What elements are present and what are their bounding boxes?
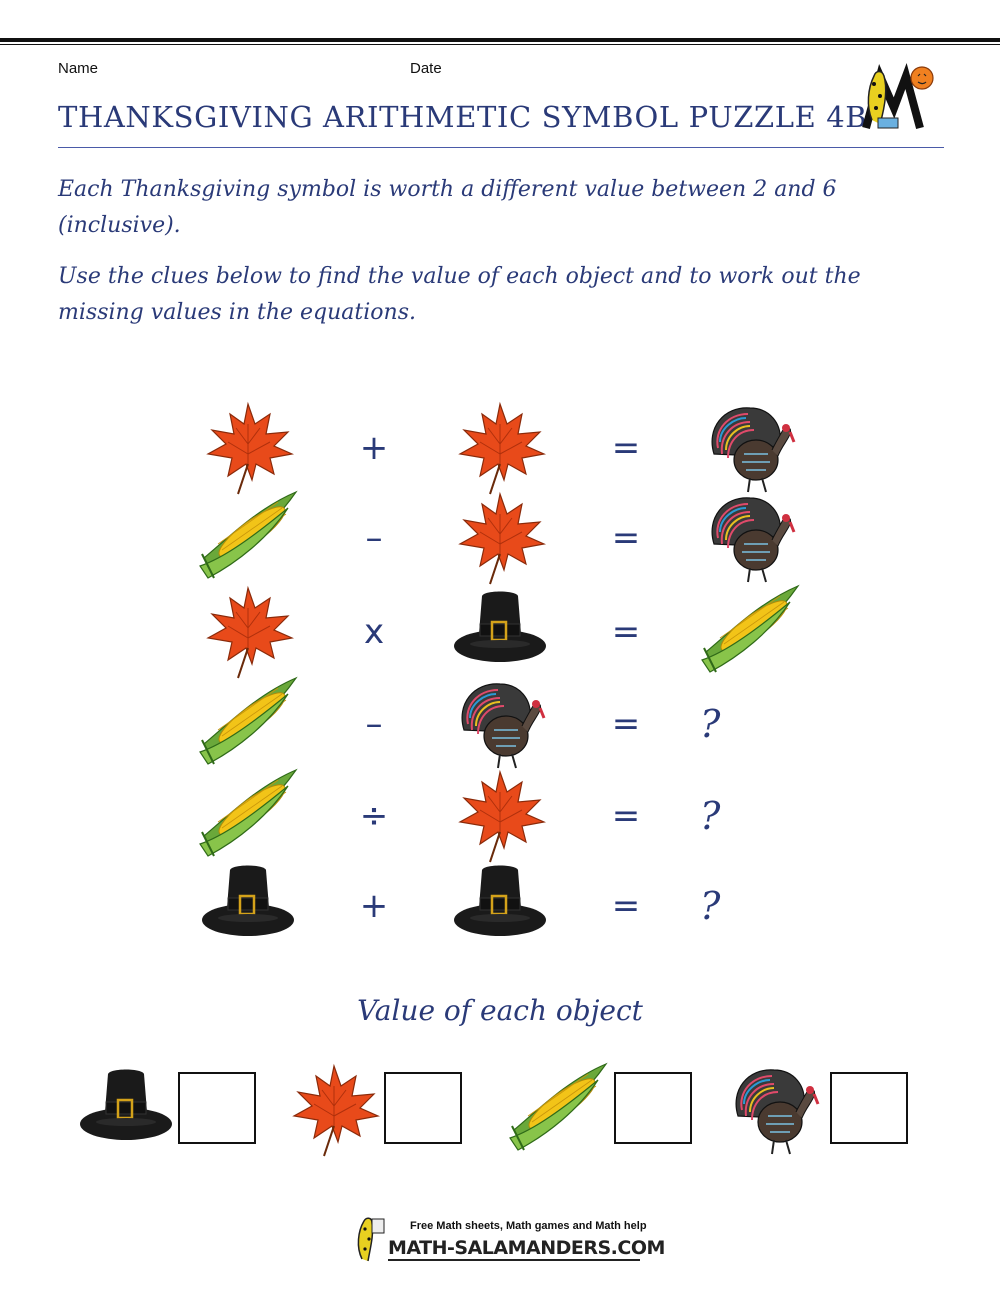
- leaf-icon: [450, 766, 550, 866]
- top-rule: [0, 38, 1000, 42]
- instruction-task: Use the clues below to find the value of each object and to work out the missing values in the equations.: [58, 264, 861, 325]
- equals-sign: =: [611, 612, 641, 652]
- pilgrim-hat-icon: [76, 1060, 176, 1160]
- leaf-icon: [198, 398, 298, 498]
- operator: x: [363, 612, 385, 652]
- corn-icon: [198, 766, 298, 866]
- corn-icon: [700, 582, 800, 682]
- title-divider: [58, 147, 944, 148]
- values-section-title: Value of each object: [357, 994, 643, 1027]
- equals-sign: =: [611, 704, 641, 744]
- equals-sign: =: [611, 428, 641, 468]
- operator: +: [359, 428, 389, 468]
- pilgrim-hat-icon: [198, 856, 298, 956]
- corn-icon: [198, 674, 298, 774]
- page-title: THANKSGIVING ARITHMETIC SYMBOL PUZZLE 4B: [58, 100, 868, 134]
- value-answer-box[interactable]: [830, 1072, 908, 1144]
- footer-salamander-icon: [352, 1215, 386, 1263]
- footer-site: MATH-SALAMANDERS.COM: [388, 1237, 665, 1259]
- operator: –: [365, 704, 383, 744]
- footer-tagline: Free Math sheets, Math games and Math help: [410, 1220, 647, 1232]
- equals-sign: =: [611, 886, 641, 926]
- turkey-icon: [450, 674, 550, 774]
- equals-sign: =: [611, 518, 641, 558]
- date-label: Date: [410, 60, 442, 77]
- footer-underline: [388, 1259, 640, 1261]
- equals-sign: =: [611, 796, 641, 836]
- name-label: Name: [58, 60, 99, 77]
- leaf-icon: [450, 488, 550, 588]
- turkey-icon: [724, 1060, 824, 1160]
- value-answer-box[interactable]: [614, 1072, 692, 1144]
- missing-value: ?: [700, 884, 721, 928]
- value-answer-box[interactable]: [384, 1072, 462, 1144]
- operator: +: [359, 886, 389, 926]
- leaf-icon: [198, 582, 298, 682]
- pilgrim-hat-icon: [450, 856, 550, 956]
- corn-icon: [198, 488, 298, 588]
- turkey-icon: [700, 398, 800, 498]
- missing-value: ?: [700, 702, 721, 746]
- pilgrim-hat-icon: [450, 582, 550, 682]
- operator: –: [365, 518, 383, 558]
- value-answer-box[interactable]: [178, 1072, 256, 1144]
- top-rule-thin: [0, 44, 1000, 45]
- instruction-rule: Each Thanksgiving symbol is worth a different value between 2 and 6 (inclusive).: [58, 177, 837, 238]
- corn-icon: [508, 1060, 608, 1160]
- turkey-icon: [700, 488, 800, 588]
- operator: ÷: [359, 796, 389, 836]
- missing-value: ?: [700, 794, 721, 838]
- leaf-icon: [284, 1060, 384, 1160]
- leaf-icon: [450, 398, 550, 498]
- salamander-logo-icon: [858, 62, 948, 134]
